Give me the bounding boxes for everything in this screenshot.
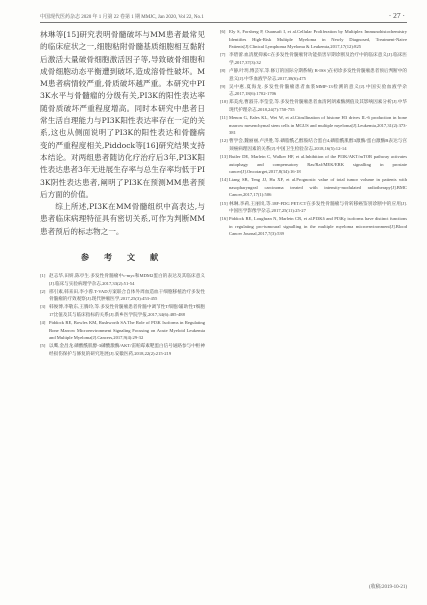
- references-heading: 参 考 文 献: [80, 252, 165, 263]
- reference-text: 郑美虎,曹淑芬,李莹莹,等.多发性骨髓瘤患者血清阿朗素酶测值及其影响因素分析[J].中华现代护理杂志,2018,24(7):750-755: [229, 99, 407, 112]
- received-date: (收稿:2019-10-21): [368, 585, 407, 590]
- reference-text: Ely S, Forsberg P, Ouansafi I, et al.Cellular Proliferation by Multiplex Immunohistochemistry Identifies High-Risk Multiple Myeloma in Newly Diagnosed, Treatment-Naive Patients[J].Clinical Lymphoma Myeloma & Leukemia,2017,17(12):825: [229, 29, 407, 50]
- reference-text: 赵志华,田妍,陈亭生.多发性骨髓瘤中c-myc和MDM2蛋白的表达及其临床意义[J].临床与实验病理学杂志,2017,33(2):51-54: [49, 273, 205, 286]
- reference-text: 以鹰,金昌龙.磷酸酰肌醇-3磷酸激酶/AKT/雷帕霉素靶蛋白信号通路参与中枢神经损伤保护与修复的研究进展[J].安徽医药,2018,22(2):215-219: [49, 343, 205, 356]
- reference-item: [220, 98, 407, 113]
- reference-number: [4]: [40, 320, 46, 326]
- reference-number: [11]: [220, 115, 228, 121]
- reference-text: Menon G, Eales KL, Wei W, et al.Citrullination of histone H3 drives IL-6 production in bone marrow mesenchymal stem cells in MGUS and multiple myeloma[J].Leukemia,2017,31(2):373-381: [229, 115, 407, 136]
- body-paragraph: 林琳等[15]研究表明骨髓破坏与MM患者最常见的临床症状之一,细胞粘附骨髓基质细胞相互黏附后激活大量破骨细胞激活因子等,导致破骨细胞和成骨细胞动态平衡遭到破坏,造成溶骨性破坏。MM患者病情较严重,骨质破坏越严重。本研究中PI3K水平与骨髓瘤的分级有关,PI3K的阳性表达率随骨质破坏严重程度增高。同时本研究中患者日常生活自理能力与PI3K阳性表达率存在一定的关系,这也从侧面说明了PI3K的阳性表达和骨髓病变的严重程度相关,Piddock等[16]研究结果支持本结论。对两组患者随访化疗治疗后3年,PI3K阳性表达患者3年无进展生存率与总生存率均低于PI3K阴性表达患者,阐明了PI3K在预测MM患者预后方面的价值。: [40, 30, 205, 199]
- reference-item: [220, 51, 407, 66]
- reference-item: [40, 342, 205, 357]
- reference-text: Piddock RE, Bowles KM, Rushworth SA.The Role of PI3K Isoforms in Regulating Bone Marrow Microenvironment Signaling Focusing on Acute Myeloid Leukemia and Multiple Myeloma[J].Cancers,2017,9(4):29-32: [49, 320, 205, 341]
- reference-item: [220, 67, 407, 82]
- reference-text: 曹学会,魏丽丽,卢洪胜,等.磷脂酰乙醇胺结合蛋白4,磷脂酰肌醇3激酶/蛋白激酶B表达与宫颈癌病理因素的关系[J].中国卫生检验杂志,2018,16(5):12-14: [229, 138, 407, 151]
- reference-item: [220, 215, 407, 238]
- reference-text: Piddock RE, Loughran N, Marlein CR, et al.PI3Kδ and PI3Kγ isoforms have distinct functions in regulating pro-tumoural signalling in the multiple myeloma microenvironment[J].Blood Cancer Journal,2017,7(3):539: [229, 216, 407, 237]
- reference-item: [220, 83, 407, 98]
- running-head: 中国现代医药杂志 2020 年 1 月第 22 卷第 1 期 MMJC, Jan 2020, Vol 22, No.1: [40, 15, 204, 20]
- reference-item: [220, 176, 407, 199]
- reference-item: [40, 319, 205, 342]
- reference-text: 卢静,叶玥,傅芸军,等.修订的国际分期系统( R-ISS )在初诊多发性骨髓瘤患者预后判断中的意义[J].中华血液学杂志,2017,38(6):475: [229, 67, 407, 81]
- reference-number: [16]: [220, 216, 228, 222]
- reference-item: [40, 288, 205, 303]
- reference-number: [1]: [40, 273, 46, 279]
- reference-item: [40, 272, 205, 287]
- reference-number: [8]: [220, 67, 226, 73]
- reference-item: [40, 303, 205, 318]
- reference-number: [14]: [220, 177, 228, 183]
- header-rule: [40, 22, 407, 23]
- reference-number: [3]: [40, 304, 46, 310]
- reference-item: [220, 28, 407, 51]
- right-column: [220, 28, 407, 239]
- reference-number: [6]: [220, 29, 226, 34]
- reference-text: 李碧蕾.血清胱抑素C在多发性骨髓瘤肾功能损害早期诊断及治疗中的临床意义[J].临床医学,2017,37(3):32: [229, 52, 407, 65]
- left-column: [40, 29, 205, 358]
- reference-number: [10]: [220, 99, 228, 105]
- reference-text: 韩俊博,李敬东,王腾玲,等.多发性骨髓瘤患者骨髓中调节性T细胞/辅助性T细胞17比值及其与临床指标的关系[J].新乡医学院学报,2017,34(6):485-488: [49, 304, 205, 318]
- reference-text: 林琳,李莉,王丽岚,等.18F-FDG PET/CT在多发性骨髓瘤与骨转移癌鉴别诊断中的应用[J].中国医学影像学杂志,2017,25(11):25-27: [229, 200, 407, 214]
- reference-list-left: [40, 272, 205, 358]
- reference-text: 吴中惠,夏海龙.多发性骨髓瘤患者血浆MMP-13检测的意义[J].中国实验血液学杂志,2017,18(6):1702-1706: [229, 83, 407, 97]
- reference-item: [220, 114, 407, 137]
- reference-number: [13]: [220, 154, 228, 159]
- reference-item: [220, 200, 407, 215]
- page-number: · 27 ·: [388, 11, 405, 20]
- reference-text: Liang SB, Teng JJ, Hu XF, et al.Prognostic value of total tumor volume in patients with nasopharyngeal carcinoma treated with intensity-modulated radiotherapy[J].BMC Cancer,2017,17(1):506: [229, 177, 407, 198]
- reference-number: [9]: [220, 83, 226, 89]
- reference-number: [7]: [220, 52, 226, 58]
- reference-item: [220, 153, 407, 176]
- reference-number: [15]: [220, 200, 228, 206]
- reference-number: [12]: [220, 138, 228, 144]
- reference-number: [2]: [40, 288, 46, 294]
- conclusion-paragraph: 综上所述,PI3K在MM骨髓组织中高表达,与患者临床病理特征具有密切关系,可作为判断MM患者预后的标志物之一。: [40, 202, 205, 236]
- reference-item: [220, 137, 407, 152]
- reference-number: [5]: [40, 343, 46, 349]
- reference-text: Butler DE, Marlein C, Walker HF, et al.Inhibition of the PI3K/AKT/mTOR pathway activates autophagy and compensatory Ras/Raf/MEK/ERK signalling in prostate cancer[J].Oncotarget,2017,8(34):16-18: [229, 154, 407, 175]
- reference-text: 邢引素,韩来田,李小蓉.T-VAD方案联合自体外周血造血干细胞移植治疗多发性骨髓瘤的疗效观察[J].现代肿瘤医学,2017,25(3):453-455: [49, 288, 205, 302]
